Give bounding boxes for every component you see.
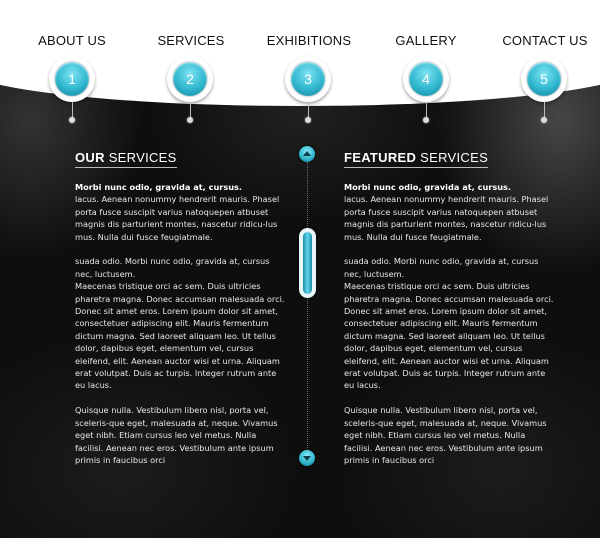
nav-pin-dot [69,117,75,123]
scroll-thumb-grip [303,232,312,294]
nav-exhibitions[interactable]: EXHIBITIONS [266,33,352,48]
body-text: lacus. Aenean nonummy hendrerit mauris. Phasel porta fusce suscipit varius natoquepen atbuset magnis dis parturient montes, nascetur ridicu-lus mus. Nulla dui fusce feugiatmale. [344,194,549,242]
nav-pin-line [72,102,73,118]
nav-pin-line [190,102,191,118]
nav-number-2[interactable]: 2 [173,62,207,96]
paragraph [344,181,556,243]
nav-number-3[interactable]: 3 [291,62,325,96]
nav-number-4[interactable]: 4 [409,62,443,96]
chevron-up-icon [303,151,311,156]
nav-bubble-3[interactable] [285,56,331,102]
paragraph: suada odio. Morbi nunc odio, gravida at, cursus nec, luctusem. Maecenas tristique orci ac sem. Duis ultricies pharetra magna. Donec accumsan malesuada orci. Donec sit amet eros. Lorem ipsum dolor sit amet, consectetuer adipiscing elit. Mauris fermentum dictum magna. Sed laoreet aliquam leo. Ut tellus dolor, dapibus eget, elementum vel, cursus eleifend, elit. Aenean auctor wisi et urna. Aliquam erat volutpat. Duis ac turpis. Integer rutrum ante eu lacus. [344,256,554,391]
our-services-column [75,181,287,479]
scroll-thumb[interactable] [299,228,316,298]
nav-contact-us[interactable]: CONTACT US [502,33,588,48]
nav-number-5[interactable]: 5 [527,62,561,96]
paragraph: Quisque nulla. Vestibulum libero nisl, porta vel, sceleris-que eget, malesuada at, neque. Vivamus eget nibh. Etiam cursus leo vel metus. Nulla facilisi. Aenean nec eros. Vestibulum ante ipsum primis in faucibus orci [75,405,278,465]
scroll-down-button[interactable] [299,450,315,466]
paragraph [75,181,287,243]
nav-pin-dot [541,117,547,123]
scroll-track[interactable] [307,162,309,452]
nav-bubble-4[interactable] [403,56,449,102]
nav-bubble-5[interactable] [521,56,567,102]
nav-services[interactable]: SERVICES [157,33,225,48]
heading-light: SERVICES [416,150,489,165]
heading-bold: FEATURED [344,150,417,165]
nav-pin-line [544,102,545,118]
nav-bubble-2[interactable] [167,56,213,102]
nav-bubble-1[interactable] [49,56,95,102]
heading-bold: OUR [75,150,105,165]
scroll-up-button[interactable] [299,146,315,162]
heading-light: SERVICES [104,150,177,165]
nav-about-us[interactable]: ABOUT US [38,33,106,48]
nav-pin-dot [305,117,311,123]
nav-gallery[interactable]: GALLERY [395,33,457,48]
nav-number-1[interactable]: 1 [55,62,89,96]
featured-services-column [344,181,556,479]
paragraph: suada odio. Morbi nunc odio, gravida at, cursus nec, luctusem. Maecenas tristique orci ac sem. Duis ultricies pharetra magna. Donec accumsan malesuada orci. Donec sit amet eros. Lorem ipsum dolor sit amet, consectetuer adipiscing elit. Mauris fermentum dictum magna. Sed laoreet aliquam leo. Ut tellus dolor, dapibus eget, elementum vel, cursus eleifend, elit. Aenean auctor wisi et urna. Aliquam erat volutpat. Duis ac turpis. Integer rutrum ante eu lacus. [75,256,285,391]
nav-pin-line [426,102,427,118]
featured-services-heading [344,150,488,168]
body-text: lacus. Aenean nonummy hendrerit mauris. Phasel porta fusce suscipit varius natoquepen atbuset magnis dis parturient montes, nascetur ridicu-lus mus. Nulla dui fusce feugiatmale. [75,194,280,242]
nav-pin-dot [187,117,193,123]
lead-text: Morbi nunc odio, gravida at, cursus. [344,182,512,192]
paragraph: Quisque nulla. Vestibulum libero nisl, porta vel, sceleris-que eget, malesuada at, neque. Vivamus eget nibh. Etiam cursus leo vel metus. Nulla facilisi. Aenean nec eros. Vestibulum ante ipsum primis in faucibus orci [344,405,547,465]
our-services-heading [75,150,177,168]
nav-pin-line [308,102,309,118]
chevron-down-icon [303,456,311,461]
lead-text: Morbi nunc odio, gravida at, cursus. [75,182,243,192]
nav-pin-dot [423,117,429,123]
